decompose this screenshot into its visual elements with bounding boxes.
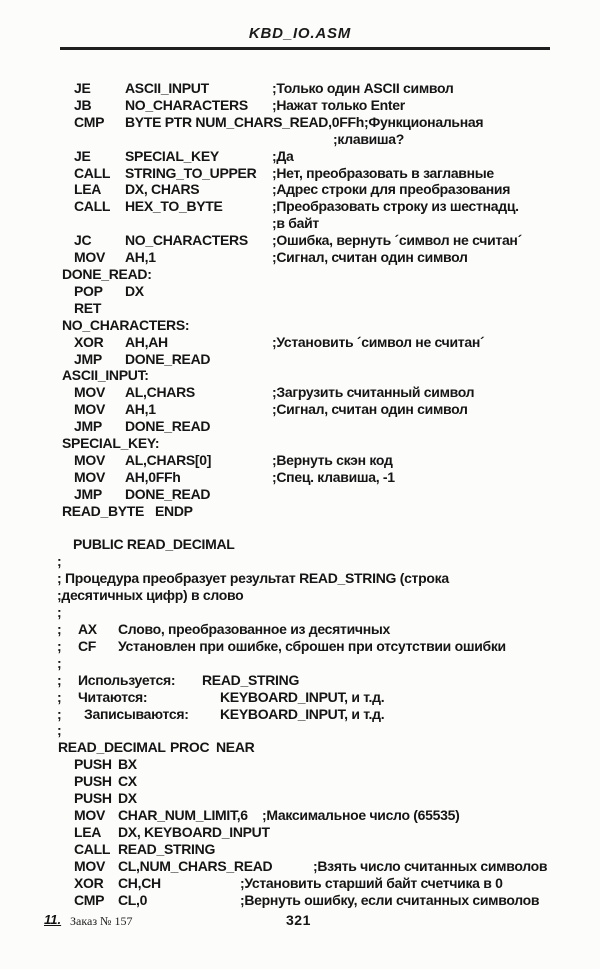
code-segment: MOV (74, 451, 105, 468)
code-segment: CH,CH (118, 874, 161, 891)
code-segment: DONE_READ: (62, 265, 152, 282)
page-number: 321 (286, 912, 311, 928)
code-line (0, 504, 600, 521)
code-line (0, 521, 600, 538)
code-line (0, 301, 600, 318)
code-line (0, 419, 600, 436)
page-title: KBD_IO.ASM (248, 25, 352, 42)
code-segment: ASCII_INPUT (125, 80, 209, 96)
code-line (0, 588, 600, 605)
code-segment: ;Спец. клавиша, -1 (272, 468, 395, 485)
code-segment: HEX_TO_BYTE (125, 198, 223, 215)
code-line (0, 166, 600, 183)
code-line (0, 453, 600, 470)
code-line (0, 707, 600, 724)
code-segment: LEA (74, 823, 102, 840)
code-line (0, 352, 600, 369)
code-segment: PUSH (74, 756, 112, 773)
code-segment: PUSH (74, 773, 112, 790)
code-segment: AH,AH (125, 333, 168, 350)
code-segment: READ_STRING (118, 840, 216, 857)
code-line (0, 81, 600, 98)
print-signature-number: 11. (44, 912, 62, 927)
code-line (0, 808, 600, 825)
code-line (0, 132, 600, 149)
code-segment: ;в байт (272, 215, 319, 232)
code-line (0, 182, 600, 199)
code-segment: ASCII_INPUT: (62, 367, 149, 384)
code-segment: POP (74, 282, 103, 299)
code-line (0, 436, 600, 453)
code-segment: ;клавиша? (333, 130, 405, 147)
code-line (0, 757, 600, 774)
code-segment: ;Вернуть скэн код (272, 451, 393, 468)
code-segment: MOV (74, 468, 105, 485)
code-line (0, 723, 600, 740)
code-segment: CALL (74, 840, 111, 857)
header-rule (60, 47, 550, 50)
code-segment: ; (57, 688, 62, 705)
code-segment: JMP (74, 485, 102, 502)
code-line (0, 876, 600, 893)
code-segment: Читаются: (78, 688, 148, 705)
code-line (0, 690, 600, 707)
code-segment: READ_DECIMAL (58, 739, 166, 756)
code-segment: AH,1 (125, 401, 156, 418)
code-line (0, 842, 600, 859)
code-segment: CALL (74, 164, 111, 181)
code-segment: MOV (74, 249, 105, 266)
code-segment: ;Загрузить считанный символ (272, 384, 475, 401)
code-segment: DONE_READ (125, 350, 211, 367)
code-segment: DX (118, 790, 137, 807)
code-segment: ;Максимальное число (65535) (262, 806, 460, 823)
code-line (0, 774, 600, 791)
code-segment: ;Нажат только Enter (272, 96, 405, 113)
code-segment: ;Только один ASCII символ (272, 80, 454, 96)
code-segment: Установлен при ошибке, сброшен при отсутствии ошибки (118, 637, 506, 654)
code-segment: AL,CHARS (125, 384, 195, 401)
code-segment: ; (57, 621, 62, 637)
code-segment: ;Ошибка, вернуть ´символ не считан´ (272, 232, 522, 249)
code-segment: ;Установить ´символ не считан´ (272, 333, 485, 350)
code-line (0, 149, 600, 166)
code-segment: PROC (170, 739, 210, 756)
code-segment: READ_BYTE (62, 502, 145, 519)
code-segment: ;Сигнал, считан один символ (272, 401, 468, 418)
code-line (0, 284, 600, 301)
code-segment: XOR (74, 333, 104, 350)
code-segment: NO_CHARACTERS: (62, 316, 190, 333)
code-line (0, 622, 600, 639)
code-segment: NO_CHARACTERS (125, 96, 248, 113)
code-segment: BYTE PTR NUM_CHARS_READ,0FFh;Функциональная (125, 113, 484, 130)
code-segment: ; (57, 705, 62, 722)
code-line (0, 605, 600, 622)
code-segment: ;десятичных цифр) в слово (57, 587, 244, 604)
code-line (0, 639, 600, 656)
code-segment: ENDP (155, 502, 193, 519)
code-segment: RET (74, 299, 102, 316)
code-line (0, 335, 600, 352)
code-segment: STRING_TO_UPPER (125, 164, 257, 181)
code-segment: CF (78, 637, 97, 654)
code-segment: DX, KEYBOARD_INPUT (118, 823, 270, 840)
code-segment: KEYBOARD_INPUT, и т.д. (220, 705, 385, 722)
code-segment: SPECIAL_KEY: (62, 435, 160, 452)
code-segment: PUBLIC READ_DECIMAL (73, 536, 235, 553)
code-segment: CMP (74, 113, 105, 130)
code-line (0, 115, 600, 132)
code-segment: Слово, преобразованное из десятичных (118, 621, 391, 637)
code-segment: DX, CHARS (125, 181, 200, 198)
code-segment: ;Установить старший байт счетчика в 0 (240, 874, 503, 891)
code-segment: ;Сигнал, считан один символ (272, 249, 468, 266)
code-line (0, 791, 600, 808)
code-segment: ; (57, 604, 62, 621)
code-segment: NO_CHARACTERS (125, 232, 248, 249)
code-segment: ;Преобразовать строку из шестнадц. (272, 198, 519, 215)
code-line (0, 571, 600, 588)
code-segment: ;Нет, преобразовать в заглавные (272, 164, 494, 181)
print-order-text: Заказ № 157 (70, 914, 133, 928)
code-line (0, 385, 600, 402)
code-line (0, 267, 600, 284)
code-segment: ;Взять число считанных символов (313, 857, 548, 874)
code-line (0, 740, 600, 757)
code-line (0, 537, 600, 554)
code-segment: ;Вернуть ошибку, если считанных символов (240, 891, 540, 908)
code-segment: CHAR_NUM_LIMIT,6 (118, 806, 248, 823)
code-segment: AX (78, 621, 97, 637)
code-segment: JE (74, 147, 91, 164)
code-line (0, 554, 600, 571)
code-segment: ; (57, 722, 62, 739)
code-segment: JMP (74, 418, 102, 435)
code-segment: MOV (74, 857, 105, 874)
code-line (0, 859, 600, 876)
code-segment: DONE_READ (125, 485, 211, 502)
code-segment: ; (57, 637, 62, 654)
code-line (0, 656, 600, 673)
code-line (0, 199, 600, 216)
code-line (0, 368, 600, 385)
code-segment: CL,0 (118, 891, 148, 908)
code-segment: JMP (74, 350, 102, 367)
code-segment: NEAR (216, 739, 255, 756)
code-segment: ; (57, 553, 62, 570)
code-segment: CL,NUM_CHARS_READ (118, 857, 273, 874)
code-segment: AH,0FFh (125, 468, 181, 485)
code-segment: XOR (74, 874, 104, 891)
code-segment: MOV (74, 806, 105, 823)
code-segment: ; (57, 671, 62, 688)
code-line (0, 98, 600, 115)
code-line (0, 250, 600, 267)
code-segment: JE (74, 80, 91, 96)
code-segment: MOV (74, 384, 105, 401)
code-segment: KEYBOARD_INPUT, и т.д. (220, 688, 385, 705)
code-line (0, 402, 600, 419)
code-line (0, 318, 600, 335)
code-segment: ;Да (272, 147, 294, 164)
code-segment: PUSH (74, 790, 112, 807)
code-segment: CALL (74, 198, 111, 215)
code-segment: MOV (74, 401, 105, 418)
code-segment: CX (118, 773, 137, 790)
code-line (0, 233, 600, 250)
code-line (0, 673, 600, 690)
code-segment: DONE_READ (125, 418, 211, 435)
code-segment: DX (125, 282, 144, 299)
code-segment: SPECIAL_KEY (125, 147, 219, 164)
code-listing (0, 81, 600, 909)
code-segment: ; (57, 654, 62, 671)
code-segment: AH,1 (125, 249, 156, 266)
code-line (0, 825, 600, 842)
code-segment: READ_STRING (202, 671, 300, 688)
code-segment: JC (74, 232, 92, 249)
code-segment: JB (74, 96, 92, 113)
code-segment: Записываются: (84, 705, 189, 722)
code-segment: Используется: (78, 671, 176, 688)
code-segment: LEA (74, 181, 102, 198)
code-line (0, 893, 600, 910)
code-line (0, 487, 600, 504)
code-segment: AL,CHARS[0] (125, 451, 212, 468)
code-line (0, 470, 600, 487)
code-segment: BX (118, 756, 137, 773)
code-segment: CMP (74, 891, 105, 908)
code-line (0, 216, 600, 233)
code-segment: ; Процедура преобразует результат READ_STRING (строка (57, 570, 449, 587)
code-segment: ;Адрес строки для преобразования (272, 181, 511, 198)
